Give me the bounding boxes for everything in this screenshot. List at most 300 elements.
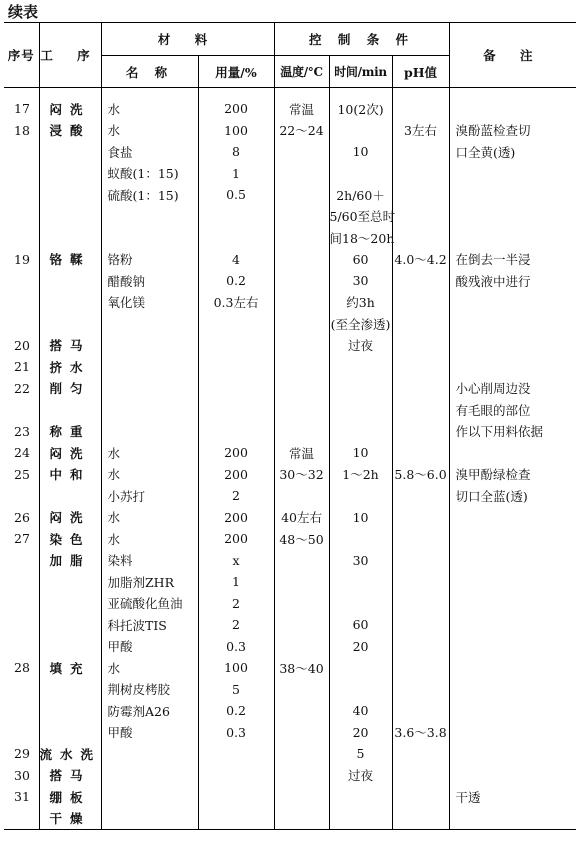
ph-value bbox=[392, 550, 449, 572]
header-time: 时间/min bbox=[329, 56, 392, 88]
material-name: 水 bbox=[101, 657, 198, 679]
material-amount: 1 bbox=[198, 571, 274, 593]
material-name bbox=[101, 765, 198, 787]
ph-value bbox=[392, 206, 449, 228]
process-step: 干燥 bbox=[39, 808, 101, 830]
temperature bbox=[274, 249, 329, 271]
note: 干透 bbox=[449, 786, 576, 808]
material-name: 氧化镁 bbox=[101, 292, 198, 314]
temperature bbox=[274, 808, 329, 830]
note bbox=[449, 507, 576, 529]
ph-value: 5.8～6.0 bbox=[392, 464, 449, 486]
ph-value bbox=[392, 743, 449, 765]
ph-value bbox=[392, 163, 449, 185]
ph-value bbox=[392, 571, 449, 593]
material-amount bbox=[198, 378, 274, 400]
table-row bbox=[4, 507, 576, 529]
material-name bbox=[101, 399, 198, 421]
note bbox=[449, 292, 576, 314]
row-number: 29 bbox=[14, 746, 30, 762]
ph-value bbox=[392, 141, 449, 163]
note bbox=[449, 700, 576, 722]
ph-value bbox=[392, 88, 449, 120]
time bbox=[329, 421, 392, 443]
row-number: 31 bbox=[14, 789, 30, 805]
ph-value bbox=[392, 507, 449, 529]
process-step: 削匀 bbox=[39, 378, 101, 400]
process-step bbox=[39, 206, 101, 228]
process-step: 搭马 bbox=[39, 765, 101, 787]
temperature bbox=[274, 163, 329, 185]
temperature: 38～40 bbox=[274, 657, 329, 679]
continued-label: 续表 bbox=[8, 3, 39, 21]
table-row bbox=[4, 550, 576, 572]
row-number: 23 bbox=[14, 423, 30, 439]
time: 10 bbox=[329, 141, 392, 163]
row-number bbox=[4, 679, 39, 701]
ph-value bbox=[392, 614, 449, 636]
material-amount: 1 bbox=[198, 163, 274, 185]
table-row bbox=[4, 335, 576, 357]
ph-value bbox=[392, 593, 449, 615]
note bbox=[449, 313, 576, 335]
note bbox=[449, 356, 576, 378]
temperature bbox=[274, 421, 329, 443]
row-number bbox=[4, 808, 39, 830]
table-row bbox=[4, 206, 576, 228]
table-body bbox=[4, 88, 576, 830]
time: 间18～20h bbox=[329, 227, 392, 249]
note bbox=[449, 442, 576, 464]
ph-value bbox=[392, 786, 449, 808]
process-step: 铬鞣 bbox=[39, 249, 101, 271]
table-row bbox=[4, 528, 576, 550]
temperature bbox=[274, 292, 329, 314]
temperature: 40左右 bbox=[274, 507, 329, 529]
row-number: 28 bbox=[14, 660, 30, 676]
ph-value bbox=[392, 356, 449, 378]
process-step: 闷洗 bbox=[39, 507, 101, 529]
process-step bbox=[39, 700, 101, 722]
row-number bbox=[4, 571, 39, 593]
material-amount: 0.2 bbox=[198, 270, 274, 292]
time bbox=[329, 786, 392, 808]
table-row bbox=[4, 270, 576, 292]
table-row bbox=[4, 571, 576, 593]
temperature bbox=[274, 356, 329, 378]
time bbox=[329, 657, 392, 679]
process-step bbox=[39, 593, 101, 615]
table-row bbox=[4, 593, 576, 615]
time bbox=[329, 356, 392, 378]
note: 作以下用料依据 bbox=[449, 421, 576, 443]
table-row bbox=[4, 163, 576, 185]
process-step: 填充 bbox=[39, 657, 101, 679]
temperature bbox=[274, 184, 329, 206]
process-step bbox=[39, 227, 101, 249]
material-name bbox=[101, 227, 198, 249]
ph-value bbox=[392, 399, 449, 421]
table-row bbox=[4, 442, 576, 464]
material-amount: 0.5 bbox=[198, 184, 274, 206]
temperature: 30～32 bbox=[274, 464, 329, 486]
table-row bbox=[4, 313, 576, 335]
material-amount bbox=[198, 786, 274, 808]
time: 2h/60＋ bbox=[329, 184, 392, 206]
temperature bbox=[274, 700, 329, 722]
process-step bbox=[39, 722, 101, 744]
material-name bbox=[101, 356, 198, 378]
process-step: 闷洗 bbox=[39, 88, 101, 120]
ph-value bbox=[392, 485, 449, 507]
table-row bbox=[4, 786, 576, 808]
temperature bbox=[274, 679, 329, 701]
ph-value bbox=[392, 227, 449, 249]
material-name: 水 bbox=[101, 120, 198, 142]
ph-value: 4.0～4.2 bbox=[392, 249, 449, 271]
header-control: 控 制 条 件 bbox=[274, 23, 449, 56]
row-number: 18 bbox=[14, 122, 30, 138]
time: 过夜 bbox=[329, 335, 392, 357]
time: 30 bbox=[329, 270, 392, 292]
time bbox=[329, 528, 392, 550]
time bbox=[329, 593, 392, 615]
row-number bbox=[4, 184, 39, 206]
header-ph: pH值 bbox=[392, 56, 449, 88]
row-number bbox=[4, 163, 39, 185]
row-number bbox=[4, 722, 39, 744]
temperature bbox=[274, 270, 329, 292]
row-number: 25 bbox=[14, 466, 30, 482]
temperature bbox=[274, 313, 329, 335]
note: 小心削周边没 bbox=[449, 378, 576, 400]
ph-value bbox=[392, 378, 449, 400]
time bbox=[329, 808, 392, 830]
material-amount: 5 bbox=[198, 679, 274, 701]
material-amount bbox=[198, 335, 274, 357]
temperature: 48～50 bbox=[274, 528, 329, 550]
process-table bbox=[4, 22, 576, 830]
material-amount: 4 bbox=[198, 249, 274, 271]
table-row bbox=[4, 227, 576, 249]
process-step: 闷洗 bbox=[39, 442, 101, 464]
note: 口全黄(透) bbox=[449, 141, 576, 163]
row-number: 19 bbox=[14, 251, 30, 267]
ph-value bbox=[392, 270, 449, 292]
process-step: 浸酸 bbox=[39, 120, 101, 142]
material-amount bbox=[198, 808, 274, 830]
process-step: 加脂 bbox=[39, 550, 101, 572]
material-name: 防霉剂A26 bbox=[101, 700, 198, 722]
material-amount: 2 bbox=[198, 485, 274, 507]
time bbox=[329, 378, 392, 400]
material-amount bbox=[198, 313, 274, 335]
row-number: 24 bbox=[14, 445, 30, 461]
temperature bbox=[274, 141, 329, 163]
note bbox=[449, 722, 576, 744]
note bbox=[449, 550, 576, 572]
note bbox=[449, 88, 576, 120]
table-row bbox=[4, 722, 576, 744]
row-number: 30 bbox=[14, 767, 30, 783]
ph-value bbox=[392, 313, 449, 335]
material-amount: 100 bbox=[198, 657, 274, 679]
material-amount: x bbox=[198, 550, 274, 572]
row-number bbox=[4, 227, 39, 249]
note: 切口全蓝(透) bbox=[449, 485, 576, 507]
ph-value: 3.6～3.8 bbox=[392, 722, 449, 744]
ph-value bbox=[392, 442, 449, 464]
material-name bbox=[101, 421, 198, 443]
process-step bbox=[39, 141, 101, 163]
table-row bbox=[4, 464, 576, 486]
table-row bbox=[4, 679, 576, 701]
temperature bbox=[274, 378, 329, 400]
time: 5 bbox=[329, 743, 392, 765]
material-name: 水 bbox=[101, 442, 198, 464]
ph-value: 3左右 bbox=[392, 120, 449, 142]
material-name: 水 bbox=[101, 507, 198, 529]
note bbox=[449, 571, 576, 593]
table-row bbox=[4, 421, 576, 443]
note bbox=[449, 227, 576, 249]
material-name: 蚁酸(1：15) bbox=[101, 163, 198, 185]
material-name: 硫酸(1：15) bbox=[101, 184, 198, 206]
row-number: 20 bbox=[14, 337, 30, 353]
time: (至全渗透) bbox=[329, 313, 392, 335]
time: 20 bbox=[329, 636, 392, 658]
process-step bbox=[39, 270, 101, 292]
material-name: 加脂剂ZHR bbox=[101, 571, 198, 593]
process-step bbox=[39, 163, 101, 185]
time bbox=[329, 120, 392, 142]
material-amount: 200 bbox=[198, 442, 274, 464]
process-step bbox=[39, 292, 101, 314]
ph-value bbox=[392, 679, 449, 701]
header-note: 备 注 bbox=[449, 23, 576, 88]
row-number bbox=[4, 614, 39, 636]
material-name bbox=[101, 808, 198, 830]
temperature bbox=[274, 765, 329, 787]
material-amount: 0.2 bbox=[198, 700, 274, 722]
material-name: 荆树皮栲胶 bbox=[101, 679, 198, 701]
temperature bbox=[274, 399, 329, 421]
material-amount bbox=[198, 227, 274, 249]
material-name bbox=[101, 313, 198, 335]
temperature bbox=[274, 571, 329, 593]
material-amount: 0.3 bbox=[198, 722, 274, 744]
note bbox=[449, 657, 576, 679]
material-name bbox=[101, 206, 198, 228]
temperature bbox=[274, 227, 329, 249]
table-row bbox=[4, 636, 576, 658]
table-row bbox=[4, 808, 576, 830]
header-amount: 用量/% bbox=[198, 56, 274, 88]
process-step bbox=[39, 679, 101, 701]
table-row bbox=[4, 120, 576, 142]
time bbox=[329, 485, 392, 507]
row-number bbox=[4, 700, 39, 722]
process-step: 称重 bbox=[39, 421, 101, 443]
row-number bbox=[4, 206, 39, 228]
temperature bbox=[274, 743, 329, 765]
time: 40 bbox=[329, 700, 392, 722]
ph-value bbox=[392, 335, 449, 357]
row-number: 21 bbox=[14, 359, 30, 375]
material-amount: 200 bbox=[198, 88, 274, 120]
material-amount: 2 bbox=[198, 614, 274, 636]
time: 60 bbox=[329, 249, 392, 271]
process-step: 搭马 bbox=[39, 335, 101, 357]
note bbox=[449, 593, 576, 615]
table-row bbox=[4, 657, 576, 679]
material-name: 水 bbox=[101, 464, 198, 486]
note bbox=[449, 679, 576, 701]
table-row bbox=[4, 765, 576, 787]
table-row bbox=[4, 141, 576, 163]
time: 60 bbox=[329, 614, 392, 636]
temperature bbox=[274, 722, 329, 744]
temperature bbox=[274, 636, 329, 658]
ph-value bbox=[392, 700, 449, 722]
row-number bbox=[4, 292, 39, 314]
row-number bbox=[4, 270, 39, 292]
note bbox=[449, 184, 576, 206]
material-amount: 200 bbox=[198, 528, 274, 550]
row-number bbox=[4, 399, 39, 421]
note bbox=[449, 528, 576, 550]
time bbox=[329, 399, 392, 421]
temperature bbox=[274, 206, 329, 228]
time: 10(2次) bbox=[329, 88, 392, 120]
material-amount: 200 bbox=[198, 507, 274, 529]
note: 在倒去一半浸 bbox=[449, 249, 576, 271]
material-amount: 0.3 bbox=[198, 636, 274, 658]
temperature: 22～24 bbox=[274, 120, 329, 142]
note bbox=[449, 743, 576, 765]
note: 溴酚蓝检查切 bbox=[449, 120, 576, 142]
material-name bbox=[101, 743, 198, 765]
material-amount: 100 bbox=[198, 120, 274, 142]
table-row bbox=[4, 614, 576, 636]
temperature bbox=[274, 335, 329, 357]
material-amount bbox=[198, 421, 274, 443]
material-name: 铬粉 bbox=[101, 249, 198, 271]
row-number: 17 bbox=[14, 101, 30, 117]
row-number: 26 bbox=[14, 509, 30, 525]
material-name: 染料 bbox=[101, 550, 198, 572]
row-number bbox=[4, 593, 39, 615]
material-name: 科托波TIS bbox=[101, 614, 198, 636]
temperature: 常温 bbox=[274, 88, 329, 120]
note: 溴甲酚绿检查 bbox=[449, 464, 576, 486]
ph-value bbox=[392, 292, 449, 314]
table-header bbox=[4, 23, 576, 88]
time: 5/60至总时 bbox=[329, 206, 392, 228]
temperature bbox=[274, 593, 329, 615]
row-number: 22 bbox=[14, 380, 30, 396]
material-name bbox=[101, 378, 198, 400]
process-step: 流水洗 bbox=[39, 743, 101, 765]
ph-value bbox=[392, 184, 449, 206]
table-row bbox=[4, 485, 576, 507]
table-row bbox=[4, 356, 576, 378]
time: 过夜 bbox=[329, 765, 392, 787]
temperature bbox=[274, 550, 329, 572]
material-name bbox=[101, 335, 198, 357]
material-name: 食盐 bbox=[101, 141, 198, 163]
note bbox=[449, 636, 576, 658]
process-step bbox=[39, 636, 101, 658]
row-number bbox=[4, 141, 39, 163]
time: 约3h bbox=[329, 292, 392, 314]
time bbox=[329, 163, 392, 185]
process-step: 挤水 bbox=[39, 356, 101, 378]
time: 10 bbox=[329, 442, 392, 464]
ph-value bbox=[392, 636, 449, 658]
process-step: 中和 bbox=[39, 464, 101, 486]
material-amount bbox=[198, 765, 274, 787]
header-name: 名 称 bbox=[101, 56, 198, 88]
time bbox=[329, 679, 392, 701]
temperature bbox=[274, 485, 329, 507]
time bbox=[329, 571, 392, 593]
table-row bbox=[4, 378, 576, 400]
note bbox=[449, 808, 576, 830]
process-step bbox=[39, 614, 101, 636]
material-name: 甲酸 bbox=[101, 636, 198, 658]
temperature bbox=[274, 614, 329, 636]
header-temp: 温度/°C bbox=[274, 56, 329, 88]
row-number bbox=[4, 313, 39, 335]
ph-value bbox=[392, 528, 449, 550]
header-material: 材 料 bbox=[101, 23, 274, 56]
row-number bbox=[4, 485, 39, 507]
row-number: 27 bbox=[14, 531, 30, 547]
material-amount bbox=[198, 743, 274, 765]
material-amount bbox=[198, 356, 274, 378]
process-step bbox=[39, 399, 101, 421]
note: 有毛眼的部位 bbox=[449, 399, 576, 421]
temperature bbox=[274, 786, 329, 808]
note bbox=[449, 206, 576, 228]
material-name: 小苏打 bbox=[101, 485, 198, 507]
material-amount bbox=[198, 206, 274, 228]
table-row bbox=[4, 184, 576, 206]
note bbox=[449, 614, 576, 636]
temperature: 常温 bbox=[274, 442, 329, 464]
row-number bbox=[4, 550, 39, 572]
material-amount: 0.3左右 bbox=[198, 292, 274, 314]
process-step bbox=[39, 571, 101, 593]
process-step bbox=[39, 184, 101, 206]
time: 10 bbox=[329, 507, 392, 529]
time: 20 bbox=[329, 722, 392, 744]
note: 酸残液中进行 bbox=[449, 270, 576, 292]
material-amount bbox=[198, 399, 274, 421]
material-name: 水 bbox=[101, 528, 198, 550]
note bbox=[449, 335, 576, 357]
ph-value bbox=[392, 808, 449, 830]
material-name: 醋酸钠 bbox=[101, 270, 198, 292]
material-name: 甲酸 bbox=[101, 722, 198, 744]
material-name bbox=[101, 786, 198, 808]
process-step: 绷板 bbox=[39, 786, 101, 808]
table-row bbox=[4, 292, 576, 314]
note bbox=[449, 765, 576, 787]
note bbox=[449, 163, 576, 185]
table-row bbox=[4, 743, 576, 765]
